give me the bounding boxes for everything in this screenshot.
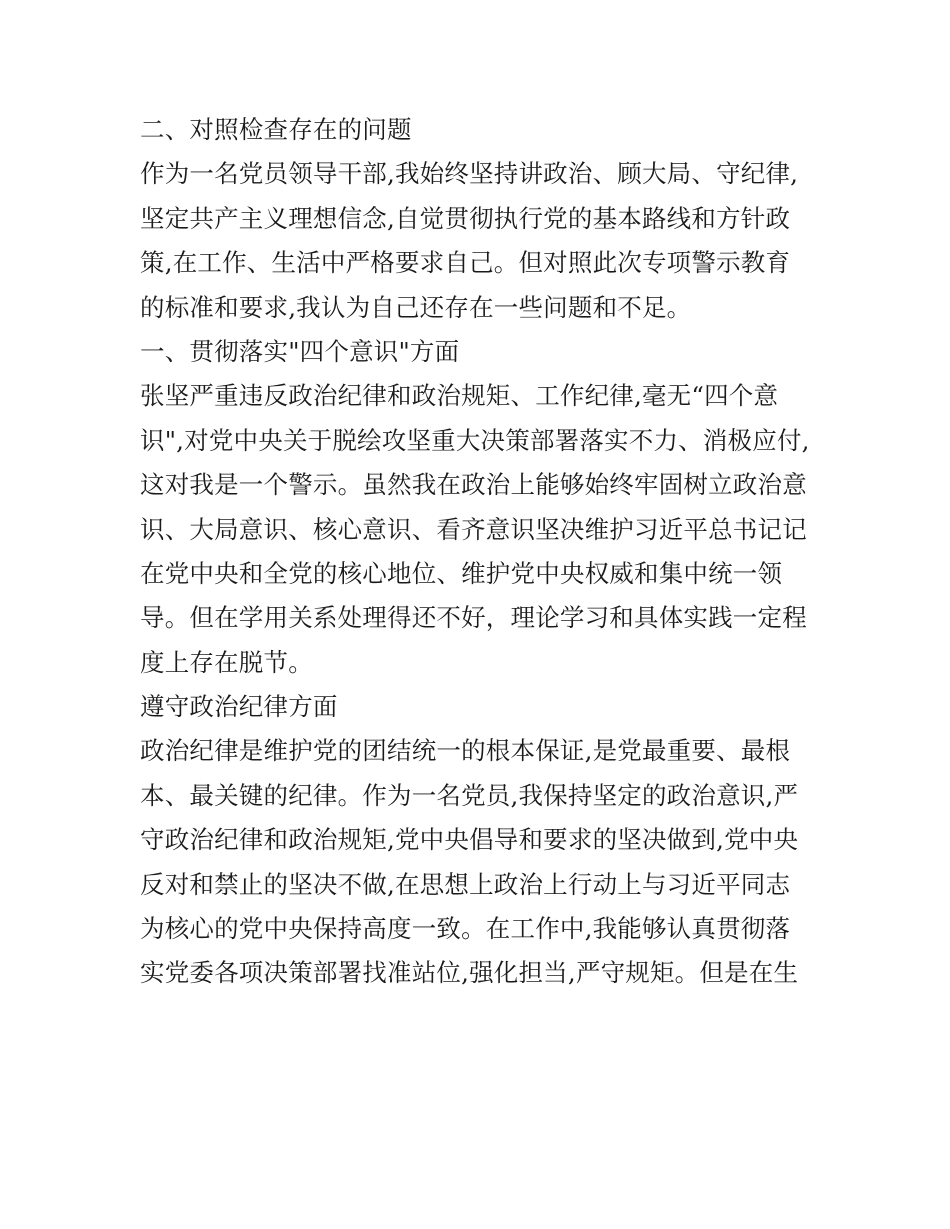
section-heading: 遵守政治纪律方面: [140, 692, 338, 722]
paragraph-line: 策,在工作、生活中严格要求自己。但对照此次专项警示教育: [140, 248, 791, 278]
paragraph-line: 作为一名党员领导干部,我始终坚持讲政治、顾大局、守纪律,: [140, 159, 799, 189]
document-body: [140, 108, 820, 996]
paragraph-line: 识",对党中央关于脱绘攻坚重大决策部署落实不力、消极应付,: [140, 425, 810, 455]
paragraph-line: 度上存在脱节。: [140, 647, 313, 677]
paragraph-line: 的标准和要求,我认为自己还存在一些问题和不足。: [140, 292, 692, 322]
paragraph-line: 坚定共产主义理想信念,自觉贯彻执行党的基本路线和方针政: [140, 203, 791, 233]
paragraph-line: 在党中央和全党的核心地位、维护党中央权威和集中统一领: [140, 558, 783, 588]
paragraph-line: 政治纪律是维护党的团结统一的根本保证,是党最重要、最根: [140, 736, 791, 766]
section-heading: 一、贯彻落实"四个意识"方面: [140, 336, 460, 366]
paragraph-line: 导。但在学用关系处理得还不好，理论学习和具体实践一定程: [140, 603, 807, 633]
paragraph-line: 为核心的党中央保持高度一致。在工作中,我能够认真贯彻落: [140, 914, 791, 944]
paragraph-line: 本、最关键的纪律。作为一名党员,我保持坚定的政治意识,严: [140, 780, 799, 810]
paragraph-line: 反对和禁止的坚决不做,在思想上政治上行动上与习近平同志: [140, 869, 791, 899]
paragraph-line: 张坚严重违反政治纪律和政治规矩、工作纪律,毫无“四个意: [140, 381, 779, 411]
section-heading: 二、对照检查存在的问题: [140, 115, 412, 144]
paragraph-line: 识、大局意识、核心意识、看齐意识坚决维护习近平总书记记: [140, 514, 807, 544]
paragraph-line: 这对我是一个警示。虽然我在政治上能够始终牢固树立政治意: [140, 470, 807, 500]
paragraph-line: 实党委各项决策部署找准站位,强化担当,严守规矩。但是在生: [140, 958, 799, 988]
paragraph-line: 守政治纪律和政治规矩,党中央倡导和要求的坚决做到,党中央: [140, 825, 799, 855]
